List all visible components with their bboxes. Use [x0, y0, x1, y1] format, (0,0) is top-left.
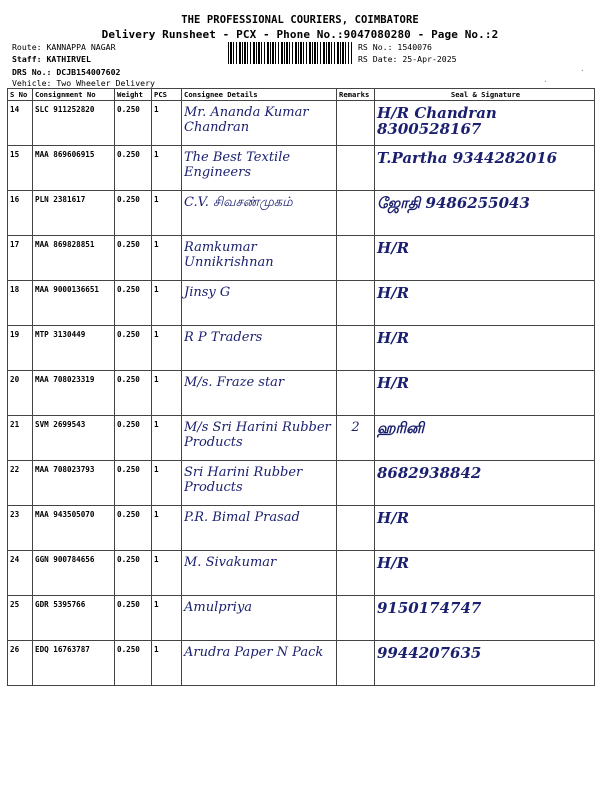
runsheet-heading: Delivery Runsheet - PCX - Phone No.:9047080280 - Page No.:2	[101, 28, 499, 41]
vehicle-label: Vehicle: Two Wheeler Delivery	[12, 78, 155, 88]
consignment-cell: EDQ 16763787	[33, 641, 115, 686]
consignment-cell: GGN 900784656	[33, 551, 115, 596]
weight-cell: 0.250	[115, 641, 152, 686]
weight-cell: 0.250	[115, 596, 152, 641]
consignee-cell: M. Sivakumar	[182, 551, 337, 596]
table-row	[8, 371, 595, 416]
scan-mark: ·	[543, 77, 548, 86]
weight-cell: 0.250	[115, 461, 152, 506]
pcs-cell: 1	[152, 326, 182, 371]
consignee-cell: Arudra Paper N Pack	[182, 641, 337, 686]
table-row	[8, 236, 595, 281]
col-consignment: Consignment No	[33, 89, 115, 101]
table-row	[8, 416, 595, 461]
barcode	[228, 42, 352, 64]
drs-number: DRS No.: DCJB154007602	[12, 67, 121, 77]
remarks-cell	[337, 236, 375, 281]
table-row	[8, 551, 595, 596]
signature-cell: H/R	[375, 281, 595, 326]
signature-cell: ஜோதி 9486255043	[375, 191, 595, 236]
table-header-row	[8, 89, 595, 101]
pcs-cell: 1	[152, 281, 182, 326]
pcs-cell: 1	[152, 551, 182, 596]
signature-cell: ஹரினி	[375, 416, 595, 461]
signature-cell: H/R	[375, 551, 595, 596]
table-row	[8, 281, 595, 326]
remarks-cell	[337, 146, 375, 191]
col-signature: Seal & Signature	[375, 89, 595, 101]
sno-cell: 16	[8, 191, 33, 236]
signature-cell: H/R	[375, 236, 595, 281]
col-weight: Weight	[115, 89, 152, 101]
consignment-cell: MTP 3130449	[33, 326, 115, 371]
route-label: Route: KANNAPPA NAGAR	[12, 42, 116, 52]
pcs-cell: 1	[152, 641, 182, 686]
consignee-cell: R P Traders	[182, 326, 337, 371]
consignment-cell: MAA 9000136651	[33, 281, 115, 326]
consignee-cell: M/s. Fraze star	[182, 371, 337, 416]
consignee-cell: Amulpriya	[182, 596, 337, 641]
pcs-cell: 1	[152, 146, 182, 191]
weight-cell: 0.250	[115, 326, 152, 371]
table-row	[8, 191, 595, 236]
scan-mark: ·	[580, 66, 585, 75]
pcs-cell: 1	[152, 191, 182, 236]
pcs-cell: 1	[152, 236, 182, 281]
pcs-cell: 1	[152, 371, 182, 416]
remarks-cell: 2	[337, 416, 375, 461]
sno-cell: 26	[8, 641, 33, 686]
signature-cell: T.Partha 9344282016	[375, 146, 595, 191]
consignee-cell: Sri Harini Rubber Products	[182, 461, 337, 506]
weight-cell: 0.250	[115, 281, 152, 326]
col-consignee: Consignee Details	[182, 89, 337, 101]
remarks-cell	[337, 326, 375, 371]
consignment-cell: GDR 5395766	[33, 596, 115, 641]
sno-cell: 20	[8, 371, 33, 416]
consignment-cell: MAA 708023319	[33, 371, 115, 416]
weight-cell: 0.250	[115, 146, 152, 191]
sno-cell: 22	[8, 461, 33, 506]
pcs-cell: 1	[152, 416, 182, 461]
rs-number: RS No.: 1540076	[358, 42, 432, 52]
company-title: THE PROFESSIONAL COURIERS, COIMBATORE	[181, 14, 419, 26]
sno-cell: 17	[8, 236, 33, 281]
sno-cell: 18	[8, 281, 33, 326]
consignment-cell: SLC 911252820	[33, 101, 115, 146]
table-row	[8, 506, 595, 551]
weight-cell: 0.250	[115, 236, 152, 281]
staff-label: Staff: KATHIRVEL	[12, 54, 91, 64]
pcs-cell: 1	[152, 461, 182, 506]
consignee-cell: P.R. Bimal Prasad	[182, 506, 337, 551]
consignee-cell: Mr. Ananda Kumar Chandran	[182, 101, 337, 146]
col-pcs: PCS	[152, 89, 182, 101]
pcs-cell: 1	[152, 596, 182, 641]
signature-cell: H/R Chandran 8300528167	[375, 101, 595, 146]
rs-date: RS Date: 25-Apr-2025	[358, 54, 457, 64]
consignment-cell: MAA 869828851	[33, 236, 115, 281]
table-row	[8, 461, 595, 506]
sno-cell: 23	[8, 506, 33, 551]
consignment-cell: MAA 869606915	[33, 146, 115, 191]
weight-cell: 0.250	[115, 191, 152, 236]
consignment-cell: PLN 2381617	[33, 191, 115, 236]
weight-cell: 0.250	[115, 101, 152, 146]
sno-cell: 19	[8, 326, 33, 371]
consignee-cell: Jinsy G	[182, 281, 337, 326]
col-remarks: Remarks	[337, 89, 375, 101]
signature-cell: 9150174747	[375, 596, 595, 641]
pcs-cell: 1	[152, 506, 182, 551]
consignee-cell: The Best Textile Engineers	[182, 146, 337, 191]
table-row	[8, 596, 595, 641]
signature-cell: H/R	[375, 326, 595, 371]
consignee-cell: M/s Sri Harini Rubber Products	[182, 416, 337, 461]
remarks-cell	[337, 641, 375, 686]
table-row	[8, 326, 595, 371]
col-sno: S No	[8, 89, 33, 101]
remarks-cell	[337, 596, 375, 641]
runsheet-table	[7, 88, 595, 686]
consignment-cell: SVM 2699543	[33, 416, 115, 461]
sno-cell: 15	[8, 146, 33, 191]
sno-cell: 25	[8, 596, 33, 641]
consignee-cell: Ramkumar Unnikrishnan	[182, 236, 337, 281]
table-row	[8, 101, 595, 146]
remarks-cell	[337, 506, 375, 551]
remarks-cell	[337, 281, 375, 326]
signature-cell: 8682938842	[375, 461, 595, 506]
consignment-cell: MAA 943505070	[33, 506, 115, 551]
signature-cell: H/R	[375, 506, 595, 551]
table-row	[8, 641, 595, 686]
remarks-cell	[337, 551, 375, 596]
remarks-cell	[337, 371, 375, 416]
signature-cell: H/R	[375, 371, 595, 416]
sno-cell: 14	[8, 101, 33, 146]
weight-cell: 0.250	[115, 371, 152, 416]
remarks-cell	[337, 191, 375, 236]
remarks-cell	[337, 101, 375, 146]
signature-cell: 9944207635	[375, 641, 595, 686]
remarks-cell	[337, 461, 375, 506]
consignee-cell: C.V. சிவசண்முகம்	[182, 191, 337, 236]
weight-cell: 0.250	[115, 551, 152, 596]
sno-cell: 21	[8, 416, 33, 461]
consignment-cell: MAA 708023793	[33, 461, 115, 506]
pcs-cell: 1	[152, 101, 182, 146]
weight-cell: 0.250	[115, 416, 152, 461]
weight-cell: 0.250	[115, 506, 152, 551]
sno-cell: 24	[8, 551, 33, 596]
table-row	[8, 146, 595, 191]
